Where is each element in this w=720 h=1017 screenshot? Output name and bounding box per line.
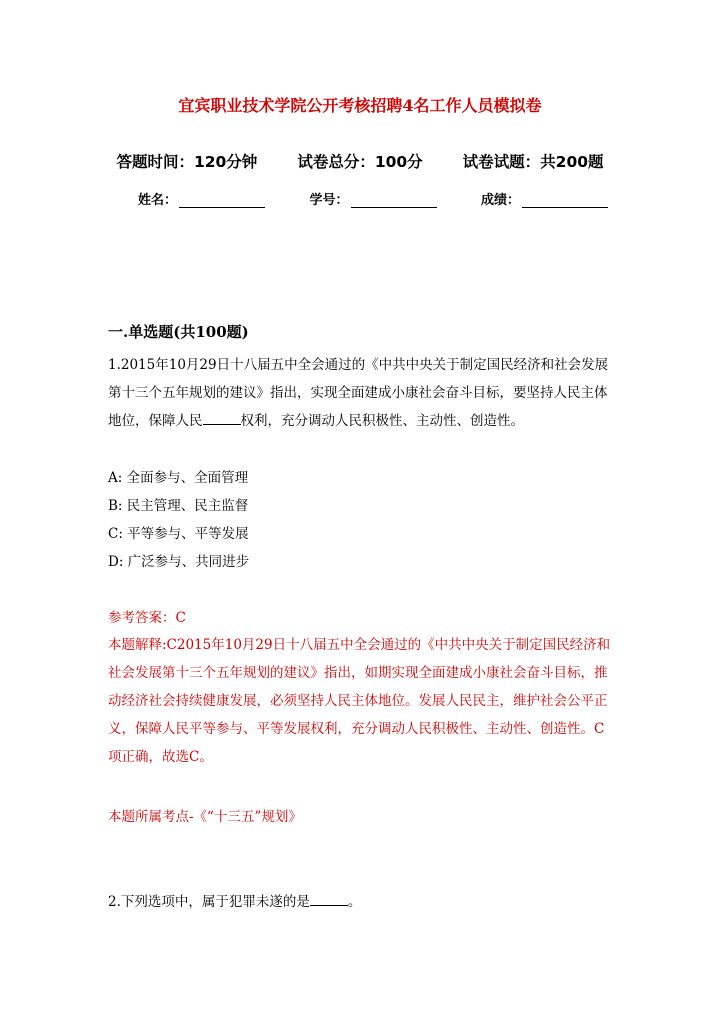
score-blank (522, 193, 608, 208)
student-id-field (309, 189, 436, 208)
student-id-label: 学号： (309, 193, 349, 208)
question-1-text: 1.2015年10月29日十八届五中全会通过的《中共中央关于制定国民经济和社会发展第十三个五年规划的建议》指出，实现全面建成小康社会奋斗目标，要坚持人民主体地位，保障人民 (108, 357, 609, 429)
exam-time: 答题时间：120分钟 (116, 153, 258, 171)
exam-title: 宜宾职业技术学院公开考核招聘4名工作人员模拟卷 (178, 96, 542, 115)
question-1-topic: 本题所属考点-《“十三五”规划》 (108, 809, 302, 825)
question-2-stem (108, 888, 613, 916)
student-id-blank (351, 193, 437, 208)
question-2-text: 2.下列选项中，属于犯罪未遂的是 (108, 894, 310, 910)
name-label: 姓名： (138, 193, 178, 208)
question-1-stem (108, 351, 613, 435)
exam-meta (0, 150, 720, 172)
exam-total-score: 试卷总分：100分 (297, 153, 423, 171)
question-1-text-end: 权利，充分调动人民积极性、主动性、创造性。 (240, 413, 524, 429)
option-a: A: 全面参与、全面管理 (108, 470, 249, 486)
option-b: B: 民主管理、民主监督 (108, 498, 249, 514)
exam-question-count: 试卷试题：共200题 (462, 153, 604, 171)
student-info-fields (138, 189, 608, 208)
score-label: 成绩： (480, 193, 520, 208)
option-c: C: 平等参与、平等发展 (108, 526, 249, 542)
option-d: D: 广泛参与、共同进步 (108, 554, 250, 570)
section-title: 一.单选题(共100题) (108, 323, 249, 341)
question-1-blank (203, 412, 241, 425)
score-field (481, 189, 608, 208)
question-2-blank (310, 893, 348, 906)
name-blank (179, 193, 265, 208)
question-1-explanation: 本题解释:C2015年10月29日十八届五中全会通过的《中共中央关于制定国民经济和社会发展第十三个五年规划的建议》指出，如期实现全面建成小康社会奋斗目标，推动经济社会持续健康发展，必须坚持人民主体地位。发展人民民主，维护社会公平正义，保障人民平等参与、平等发展权利，充分调动人民积极性、主动性、创造性。C项正确，故选C。 (108, 637, 611, 765)
question-2-text-end: 。 (347, 894, 362, 910)
question-1-answer: 参考答案：C (108, 610, 186, 626)
name-field (138, 189, 265, 208)
